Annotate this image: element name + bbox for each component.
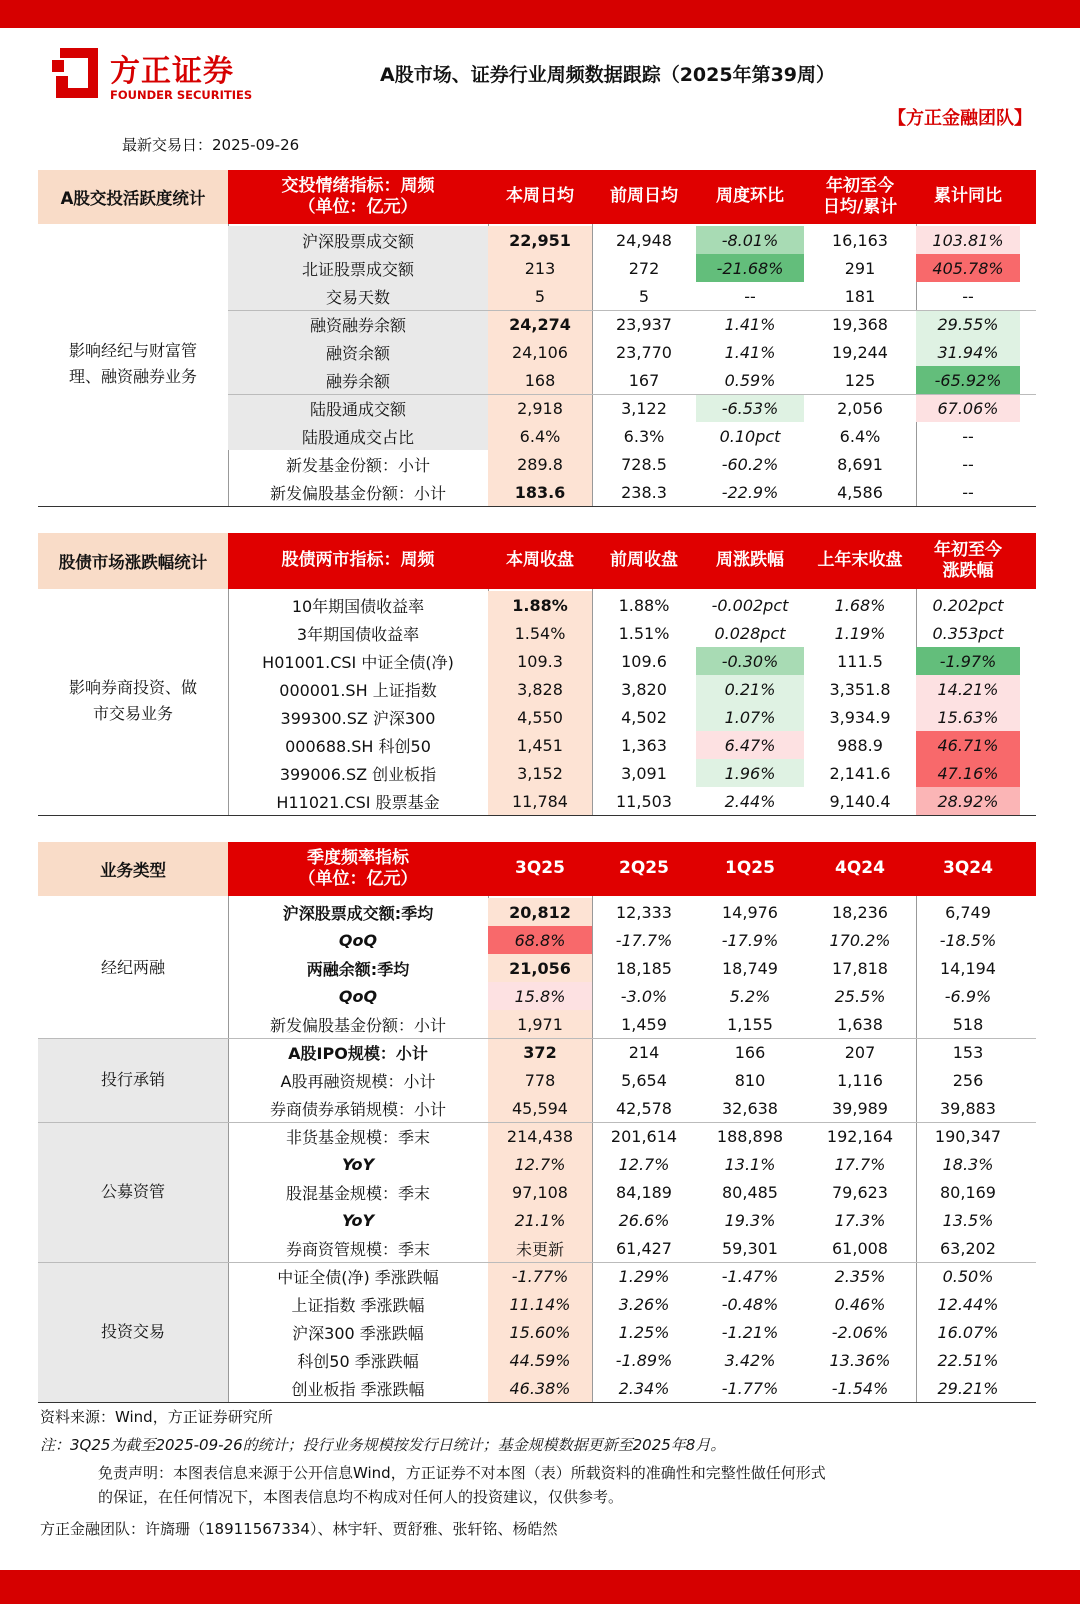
row-label: 券商债券承销规模：小计 <box>269 1099 446 1119</box>
data-cell: 125 <box>844 370 876 390</box>
data-cell: 0.202pct <box>932 595 1004 615</box>
data-cell: 12.44% <box>937 1294 999 1314</box>
table-bottom-rule <box>38 1402 1036 1403</box>
column-header: 2Q25 <box>619 858 669 879</box>
data-cell: 13.36% <box>829 1350 891 1370</box>
data-cell: 190,347 <box>934 1126 1002 1146</box>
data-cell: 4,502 <box>621 707 667 727</box>
data-cell: 59,301 <box>722 1238 778 1258</box>
top-banner <box>0 0 1080 28</box>
data-cell: 5 <box>638 286 650 306</box>
market-table <box>38 533 1036 813</box>
footnote: 注：3Q25为截至2025-09-26的统计；投行业务规模按发行日统计；基金规模数据更新至2025年8月。 <box>40 1436 726 1454</box>
column-header: 本周收盘 <box>506 550 574 571</box>
data-cell: 80,485 <box>722 1182 778 1202</box>
data-cell: 213 <box>488 254 592 282</box>
data-cell: 207 <box>844 1042 876 1062</box>
data-cell: 13.5% <box>942 1210 994 1230</box>
data-cell: -1.21% <box>721 1322 779 1342</box>
data-cell: 728.5 <box>621 454 667 474</box>
quarterly-table <box>38 842 1036 1402</box>
row-divider <box>228 1038 1036 1039</box>
company-logo <box>52 46 252 104</box>
data-cell: 3,122 <box>621 398 667 418</box>
data-cell: -1.77% <box>721 1378 779 1398</box>
row-label: 沪深300 季涨跌幅 <box>292 1323 424 1343</box>
row-label: 中证全债(净) 季涨跌幅 <box>277 1267 439 1287</box>
data-cell: -0.30% <box>696 647 804 675</box>
data-cell: 24,106 <box>488 338 592 366</box>
indicator-header: 股债两市指标：周频 <box>281 550 435 571</box>
data-cell: 5,654 <box>621 1070 667 1090</box>
row-label: 融资余额 <box>228 338 488 366</box>
table-row <box>38 647 1036 675</box>
data-cell: 1.88% <box>488 591 592 619</box>
row-label: 000001.SH 上证指数 <box>279 680 437 700</box>
data-cell: 518 <box>952 1014 984 1034</box>
data-cell: 2.35% <box>834 1266 886 1286</box>
data-cell: -21.68% <box>696 254 804 282</box>
data-cell: 12.7% <box>488 1150 592 1178</box>
indicator-header: 季度频率指标 （单位：亿元） <box>298 847 418 889</box>
data-cell: -- <box>962 286 974 306</box>
data-cell: 12,333 <box>616 902 672 922</box>
data-cell: 42,578 <box>616 1098 672 1118</box>
table-header <box>38 533 1036 589</box>
data-cell: 25.5% <box>834 986 886 1006</box>
column-header: 年初至今 涨跌幅 <box>934 539 1002 581</box>
data-cell: 17.7% <box>834 1154 886 1174</box>
data-cell: 3.26% <box>618 1294 670 1314</box>
data-cell: 4,586 <box>837 482 883 502</box>
data-cell: 1,638 <box>837 1014 883 1034</box>
row-label: 融券余额 <box>228 366 488 394</box>
section-title: A股交投活跃度统计 <box>38 170 228 224</box>
data-cell: 80,169 <box>940 1182 996 1202</box>
group-label: 影响券商投资、做市交易业务 <box>68 678 197 723</box>
row-label: 融资融券余额 <box>228 310 488 338</box>
data-cell: 6.4% <box>488 422 592 450</box>
row-label: 沪深股票成交额 <box>228 226 488 254</box>
data-cell: -- <box>744 286 756 306</box>
row-label: 新发基金份额：小计 <box>285 455 430 475</box>
data-cell: 26.6% <box>618 1210 670 1230</box>
data-cell: 4,550 <box>488 703 592 731</box>
data-cell: 68.8% <box>488 926 592 954</box>
data-cell: 111.5 <box>837 651 883 671</box>
section-title: 股债市场涨跌幅统计 <box>38 533 228 589</box>
row-label: 陆股通成交占比 <box>228 422 488 450</box>
row-divider <box>228 1262 1036 1263</box>
data-cell: -3.0% <box>620 986 668 1006</box>
data-cell: 84,189 <box>616 1182 672 1202</box>
data-cell: 39,989 <box>832 1098 888 1118</box>
data-cell: 109.6 <box>621 651 667 671</box>
row-label: 创业板指 季涨跌幅 <box>291 1379 425 1399</box>
data-cell: 3.42% <box>724 1350 776 1370</box>
column-header: 3Q25 <box>515 858 565 879</box>
data-cell: 79,623 <box>832 1182 888 1202</box>
row-label: 北证股票成交额 <box>228 254 488 282</box>
data-cell: 0.46% <box>834 1294 886 1314</box>
row-label: 000688.SH 科创50 <box>285 736 431 756</box>
data-cell: -1.89% <box>615 1350 673 1370</box>
data-cell: 39,883 <box>940 1098 996 1118</box>
group-label: 经纪两融 <box>38 898 228 1038</box>
data-cell: 1,363 <box>621 735 667 755</box>
logo-text-en: FOUNDER SECURITIES <box>110 88 253 102</box>
data-cell: 11,784 <box>488 787 592 815</box>
data-cell: 18,749 <box>722 958 778 978</box>
table-row <box>38 619 1036 647</box>
column-header: 前周收盘 <box>610 550 678 571</box>
data-cell: 61,008 <box>832 1238 888 1258</box>
indicator-header: 交投情绪指标：周频 （单位：亿元） <box>281 175 435 217</box>
data-cell: -2.06% <box>831 1322 889 1342</box>
data-cell: 22,951 <box>488 226 592 254</box>
data-cell: 13.1% <box>724 1154 776 1174</box>
section-title: 业务类型 <box>38 842 228 896</box>
table-row <box>38 478 1036 506</box>
data-cell: 20,812 <box>488 898 592 926</box>
data-cell: 192,164 <box>826 1126 894 1146</box>
data-cell: 1.88% <box>618 595 670 615</box>
data-cell: 0.353pct <box>932 623 1004 643</box>
row-label: 新发偏股基金份额：小计 <box>269 1015 446 1035</box>
group-divider <box>38 1262 228 1263</box>
table-row <box>38 759 1036 787</box>
data-cell: 17.3% <box>834 1210 886 1230</box>
table-row <box>38 591 1036 619</box>
group-divider <box>38 1122 228 1123</box>
data-cell: -- <box>962 454 974 474</box>
row-label: QoQ <box>338 986 378 1006</box>
logo-text-cn: 方正证券 <box>110 54 234 89</box>
data-cell: -- <box>962 426 974 446</box>
data-cell: 24,274 <box>488 310 592 338</box>
trade-date: 最新交易日：2025-09-26 <box>122 136 300 154</box>
data-cell: 167 <box>628 370 660 390</box>
column-header: 3Q24 <box>943 858 993 879</box>
table-row <box>38 422 1036 450</box>
column-header: 周涨跌幅 <box>716 550 784 571</box>
data-cell: 214 <box>628 1042 660 1062</box>
data-cell: 1.25% <box>618 1322 670 1342</box>
row-label: H01001.CSI 中证全债(净) <box>262 652 454 672</box>
row-label: 上证指数 季涨跌幅 <box>291 1295 425 1315</box>
data-cell: 188,898 <box>716 1126 784 1146</box>
data-cell: -8.01% <box>696 226 804 254</box>
data-cell: 3,351.8 <box>829 679 891 699</box>
data-cell: 29.21% <box>937 1378 999 1398</box>
table-row <box>38 675 1036 703</box>
data-cell: 6.47% <box>696 731 804 759</box>
data-cell: 31.94% <box>916 338 1020 366</box>
data-cell: 988.9 <box>837 735 883 755</box>
data-cell: -22.9% <box>721 482 779 502</box>
data-cell: 3,828 <box>488 675 592 703</box>
data-cell: 3,934.9 <box>829 707 891 727</box>
table-row <box>38 282 1036 310</box>
data-cell: 153 <box>952 1042 984 1062</box>
data-cell: 22.51% <box>937 1350 999 1370</box>
table-bottom-rule <box>38 815 1036 816</box>
table-row <box>38 394 1036 422</box>
team-label: 【方正金融团队】 <box>888 108 1032 129</box>
data-cell: 778 <box>488 1066 592 1094</box>
group-label: 影响经纪与财富管理、融资融券业务 <box>68 341 197 386</box>
data-cell: 9,140.4 <box>829 791 891 811</box>
column-header: 累计同比 <box>934 186 1002 207</box>
data-cell: 46.71% <box>916 731 1020 759</box>
row-label: 10年期国债收益率 <box>291 596 425 616</box>
data-cell: -1.54% <box>831 1378 889 1398</box>
data-cell: 0.21% <box>696 675 804 703</box>
data-cell: -0.002pct <box>711 595 789 615</box>
row-label: 交易天数 <box>228 282 488 310</box>
data-cell: 109.3 <box>488 647 592 675</box>
activity-table <box>38 170 1036 505</box>
data-cell: 3,091 <box>621 763 667 783</box>
data-cell: 29.55% <box>916 310 1020 338</box>
data-cell: -17.7% <box>615 930 673 950</box>
data-cell: -65.92% <box>916 366 1020 394</box>
data-cell: 28.92% <box>916 787 1020 815</box>
row-label: 399300.SZ 沪深300 <box>280 708 436 728</box>
data-cell: -1.77% <box>488 1262 592 1290</box>
row-label: 两融余额:季均 <box>306 959 410 979</box>
data-cell: 1.51% <box>618 623 670 643</box>
data-cell: 17,818 <box>832 958 888 978</box>
data-cell: 5 <box>488 282 592 310</box>
column-header: 1Q25 <box>725 858 775 879</box>
data-cell: 238.3 <box>621 482 667 502</box>
data-cell: 1.29% <box>618 1266 670 1286</box>
data-cell: 181 <box>844 286 876 306</box>
data-cell: 170.2% <box>829 930 891 950</box>
source-note: 资料来源：Wind，方正证券研究所 <box>40 1408 273 1426</box>
data-cell: 405.78% <box>916 254 1020 282</box>
data-cell: 2.44% <box>724 791 776 811</box>
data-cell: 97,108 <box>488 1178 592 1206</box>
group-label: 投资交易 <box>38 1262 228 1402</box>
data-cell: 12.7% <box>618 1154 670 1174</box>
row-label: 3年期国债收益率 <box>296 624 420 644</box>
data-cell: 0.028pct <box>714 623 786 643</box>
group-label: 投行承销 <box>38 1038 228 1122</box>
data-cell: 11.14% <box>488 1290 592 1318</box>
table-header <box>38 170 1036 224</box>
table-row <box>38 731 1036 759</box>
data-cell: 21.1% <box>488 1206 592 1234</box>
data-cell: 2,141.6 <box>829 763 891 783</box>
data-cell: 44.59% <box>488 1346 592 1374</box>
data-cell: 16,163 <box>832 230 888 250</box>
data-cell: 2,918 <box>488 394 592 422</box>
team-members: 方正金融团队：许旖珊（18911567334）、林宇轩、贾舒雅、张轩铭、杨皓然 <box>40 1520 558 1538</box>
data-cell: 1.68% <box>834 595 886 615</box>
column-header: 前周日均 <box>610 186 678 207</box>
data-cell: 15.8% <box>488 982 592 1010</box>
table-header <box>38 842 1036 896</box>
data-cell: -17.9% <box>721 930 779 950</box>
row-label: H11021.CSI 股票基金 <box>276 792 440 812</box>
data-cell: 0.10pct <box>719 426 781 446</box>
data-cell: -1.97% <box>916 647 1020 675</box>
data-cell: 15.60% <box>488 1318 592 1346</box>
data-cell: 291 <box>844 258 876 278</box>
data-cell: 1.41% <box>724 314 776 334</box>
data-cell: 0.59% <box>724 370 776 390</box>
disclaimer-line-1: 免责声明：本图表信息来源于公开信息Wind，方正证券不对本图（表）所载资料的准确性和完整性做任何形式 <box>98 1464 826 1482</box>
data-cell: 272 <box>628 258 660 278</box>
data-cell: 1.96% <box>696 759 804 787</box>
data-cell: 19,244 <box>832 342 888 362</box>
data-cell: 19.3% <box>724 1210 776 1230</box>
data-cell: 8,691 <box>837 454 883 474</box>
data-cell: 23,937 <box>616 314 672 334</box>
data-cell: 168 <box>488 366 592 394</box>
row-label: 陆股通成交额 <box>228 394 488 422</box>
data-cell: 63,202 <box>940 1238 996 1258</box>
row-label: A股IPO规模：小计 <box>288 1043 428 1063</box>
data-cell: 14,976 <box>722 902 778 922</box>
data-cell: 未更新 <box>488 1234 592 1262</box>
data-cell: 1.07% <box>696 703 804 731</box>
data-cell: -6.53% <box>696 394 804 422</box>
data-cell: 61,427 <box>616 1238 672 1258</box>
row-label: QoQ <box>338 930 378 950</box>
data-cell: 15.63% <box>916 703 1020 731</box>
data-cell: 372 <box>488 1038 592 1066</box>
column-header: 4Q24 <box>835 858 885 879</box>
table-row <box>38 338 1036 366</box>
data-cell: 1.41% <box>724 342 776 362</box>
data-cell: 1,116 <box>837 1070 883 1090</box>
row-label: 券商资管规模：季末 <box>285 1239 430 1259</box>
data-cell: 1.19% <box>834 623 886 643</box>
column-header: 年初至今 日均/累计 <box>822 175 898 217</box>
data-cell: -6.9% <box>944 986 992 1006</box>
data-cell: 166 <box>734 1042 766 1062</box>
data-cell: 6.4% <box>839 426 881 446</box>
data-cell: 46.38% <box>488 1374 592 1402</box>
table-bottom-rule <box>38 506 1036 507</box>
table-row <box>38 366 1036 394</box>
data-cell: 1,971 <box>488 1010 592 1038</box>
data-cell: 19,368 <box>832 314 888 334</box>
data-cell: 24,948 <box>616 230 672 250</box>
row-label: 股混基金规模：季末 <box>285 1183 430 1203</box>
data-cell: 0.50% <box>942 1266 994 1286</box>
data-cell: 1.54% <box>488 619 592 647</box>
group-divider <box>38 1038 228 1039</box>
data-cell: 32,638 <box>722 1098 778 1118</box>
data-cell: 3,152 <box>488 759 592 787</box>
data-cell: 14,194 <box>940 958 996 978</box>
table-row <box>38 310 1036 338</box>
group-label: 公募资管 <box>38 1122 228 1262</box>
data-cell: 67.06% <box>916 394 1020 422</box>
table-row <box>38 226 1036 254</box>
data-cell: 183.6 <box>488 478 592 506</box>
data-cell: 23,770 <box>616 342 672 362</box>
table-row <box>38 254 1036 282</box>
data-cell: 1,451 <box>488 731 592 759</box>
data-cell: 14.21% <box>916 675 1020 703</box>
table-row <box>38 450 1036 478</box>
data-cell: 214,438 <box>488 1122 592 1150</box>
page-title: A股市场、证券行业周频数据跟踪（2025年第39周） <box>380 64 836 86</box>
founder-logo-icon <box>52 46 102 100</box>
data-cell: 2.34% <box>618 1378 670 1398</box>
row-label: 新发偏股基金份额：小计 <box>269 483 446 503</box>
data-cell: 1,459 <box>621 1014 667 1034</box>
row-label: 399006.SZ 创业板指 <box>279 764 437 784</box>
row-label: 科创50 季涨跌幅 <box>297 1351 419 1371</box>
data-cell: -1.47% <box>721 1266 779 1286</box>
data-cell: 1,155 <box>727 1014 773 1034</box>
row-label: 沪深股票成交额:季均 <box>282 903 434 923</box>
data-cell: 3,820 <box>621 679 667 699</box>
data-cell: 289.8 <box>488 450 592 478</box>
data-cell: -- <box>962 482 974 502</box>
row-divider <box>228 1122 1036 1123</box>
column-header: 上年末收盘 <box>817 550 903 571</box>
data-cell: 18,236 <box>832 902 888 922</box>
data-cell: 11,503 <box>616 791 672 811</box>
data-cell: 47.16% <box>916 759 1020 787</box>
data-cell: 256 <box>952 1070 984 1090</box>
data-cell: 2,056 <box>837 398 883 418</box>
data-cell: 18.3% <box>942 1154 994 1174</box>
data-cell: -0.48% <box>721 1294 779 1314</box>
data-cell: 201,614 <box>610 1126 678 1146</box>
data-cell: 18,185 <box>616 958 672 978</box>
row-divider <box>228 310 1036 311</box>
row-label: YoY <box>341 1210 375 1230</box>
data-cell: 103.81% <box>916 226 1020 254</box>
column-header: 周度环比 <box>716 186 784 207</box>
data-cell: 21,056 <box>488 954 592 982</box>
row-divider <box>228 394 1036 395</box>
data-cell: 45,594 <box>488 1094 592 1122</box>
table-row <box>38 787 1036 815</box>
data-cell: 5.2% <box>729 986 771 1006</box>
data-cell: 810 <box>734 1070 766 1090</box>
data-cell: 16.07% <box>937 1322 999 1342</box>
disclaimer-line-2: 的保证，在任何情况下，本图表信息均不构成对任何人的投资建议，仅供参考。 <box>98 1488 624 1506</box>
table-row <box>38 703 1036 731</box>
row-label: YoY <box>341 1154 375 1174</box>
data-cell: 6.3% <box>623 426 665 446</box>
data-cell: 6,749 <box>945 902 991 922</box>
row-label: 非货基金规模：季末 <box>285 1127 430 1147</box>
bottom-banner <box>0 1570 1080 1604</box>
data-cell: -60.2% <box>721 454 779 474</box>
data-cell: -18.5% <box>939 930 997 950</box>
column-header: 本周日均 <box>506 186 574 207</box>
row-label: A股再融资规模：小计 <box>280 1071 436 1091</box>
